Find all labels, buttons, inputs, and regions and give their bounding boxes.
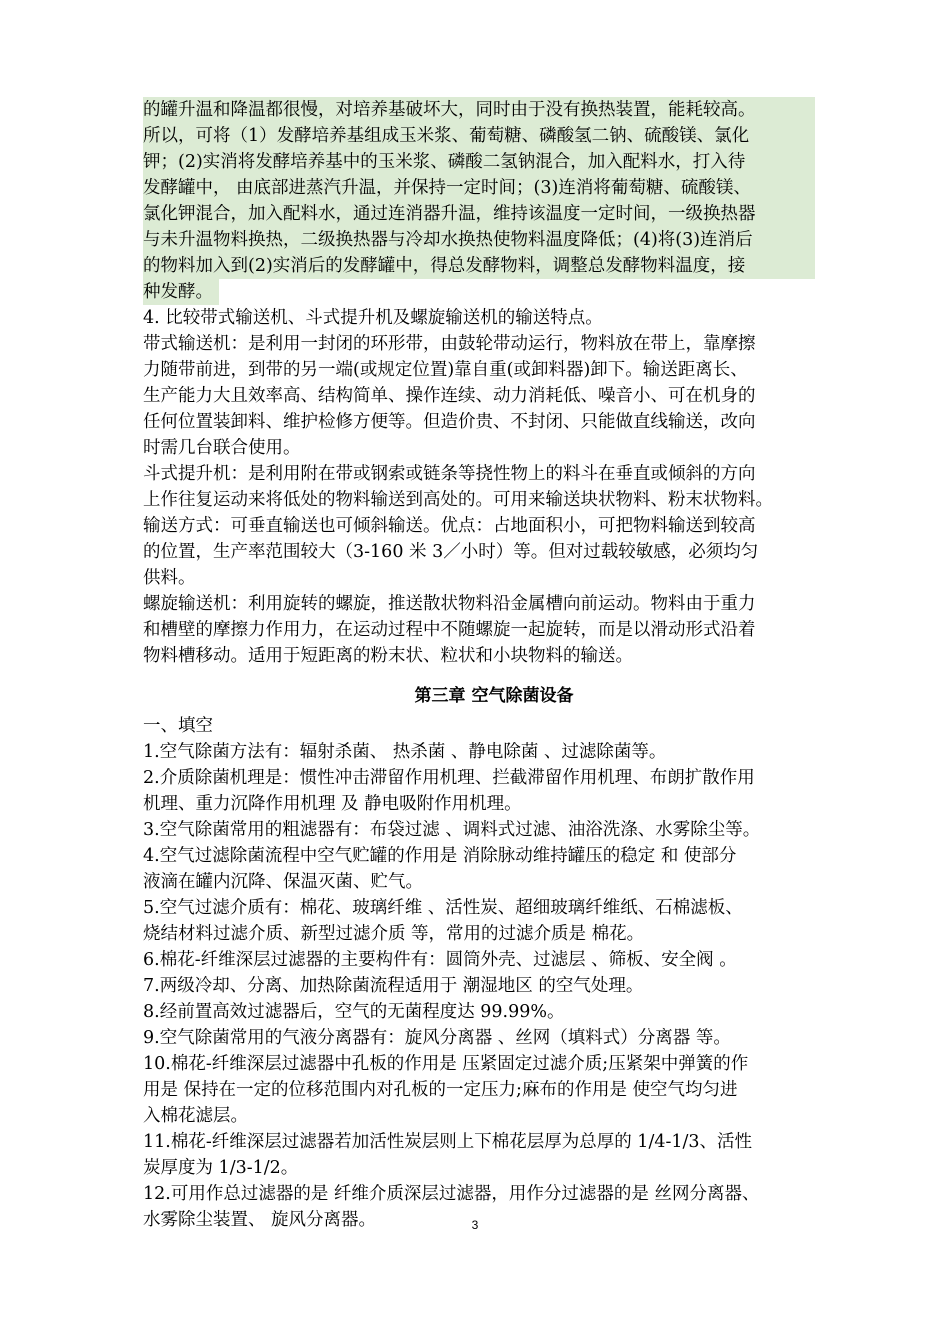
page-content [143,97,815,1233]
text-line: 一、填空 [143,716,213,736]
text-line: 发酵罐中， 由底部进蒸汽升温，并保持一定时间；(3)连消将葡萄糖、硫酸镁、 [143,175,815,201]
text-line: 输送方式：可垂直输送也可倾斜输送。优点：占地面积小，可把物料输送到较高 [143,516,756,536]
text-line: 斗式提升机：是利用附在带或钢索或链条等挠性物上的料斗在垂直或倾斜的方向 [143,464,756,484]
text-line: 入棉花滤层。 [143,1106,248,1126]
conveyor-comparison-section [143,305,815,669]
text-line: 11.棉花-纤维深层过滤器若加活性炭层则上下棉花层厚为总厚的 1/4-1/3、活性 [143,1132,753,1152]
page-number: 3 [471,1218,479,1232]
text-line: 任何位置装卸料、维护检修方便等。但造价贵、不封闭、只能做直线输送，改向 [143,412,756,432]
text-line: 2.介质除菌机理是：惯性冲击滞留作用机理、拦截滞留作用机理、布朗扩散作用 [143,768,755,788]
text-line: 带式输送机：是利用一封闭的环形带，由鼓轮带动运行，物料放在带上，靠摩擦 [143,334,756,354]
text-line: 氯化钾混合，加入配料水，通过连消器升温，维持该温度一定时间，一级换热器 [143,201,815,227]
text-line: 时需几台联合使用。 [143,438,301,458]
spacer [143,669,815,683]
text-line: 物料槽移动。适用于短距离的粉末状、粒状和小块物料的输送。 [143,646,633,666]
text-line: 螺旋输送机：利用旋转的螺旋，推送散状物料沿金属槽向前运动。物料由于重力 [143,594,756,614]
text-line: 5.空气过滤介质有：棉花、玻璃纤维 、活性炭、超细玻璃纤维纸、石棉滤板、 [143,898,743,918]
text-line: 7.两级冷却、分离、加热除菌流程适用于 潮湿地区 的空气处理。 [143,976,644,996]
text-line: 炭厚度为 1/3-1/2。 [143,1158,299,1178]
text-line: 钾；(2)实消将发酵培养基中的玉米浆、磷酸二氢钠混合，加入配料水，打入待 [143,149,815,175]
text-line: 12.可用作总过滤器的是 纤维介质深层过滤器，用作分过滤器的是 丝网分离器、 [143,1184,760,1204]
text-line: 机理、重力沉降作用机理 及 静电吸附作用机理。 [143,794,522,814]
highlighted-answer-block [143,97,815,305]
text-line: 用是 保持在一定的位移范围内对孔板的一定压力;麻布的作用是 使空气均匀进 [143,1080,738,1100]
text-line: 烧结材料过滤介质、新型过滤介质 等，常用的过滤介质是 棉花。 [143,924,645,944]
text-line: 的物料加入到(2)实消后的发酵罐中，得总发酵物料，调整总发酵物料温度，接 [143,253,815,279]
text-line: 上作往复运动来将低处的物料输送到高处的。可用来输送块状物料、粉末状物料。 [143,490,773,510]
text-line: 力随带前进，到带的另一端(或规定位置)靠自重(或卸料器)卸下。输送距离长、 [143,360,748,380]
text-line: 与未升温物料换热，二级换热器与冷却水换热使物料温度降低；(4)将(3)连消后 [143,227,815,253]
text-line: 所以，可将（1）发酵培养基组成玉米浆、葡萄糖、磷酸氢二钠、硫酸镁、氯化 [143,123,815,149]
text-line: 4. 比较带式输送机、斗式提升机及螺旋输送机的输送特点。 [143,308,603,328]
text-line: 和槽壁的摩擦力作用力，在运动过程中不随螺旋一起旋转，而是以滑动形式沿着 [143,620,756,640]
text-line: 水雾除尘装置、 旋风分离器。 [143,1210,377,1230]
text-line: 种发酵。 [143,279,219,305]
chapter-title: 第三章 空气除菌设备 [414,686,574,706]
text-line: 的位置，生产率范围较大（3-160 米 3／小时）等。但对过载较敏感，必须均匀 [143,542,759,562]
text-line: 8.经前置高效过滤器后，空气的无菌程度达 99.99%。 [143,1002,565,1022]
text-line: 10.棉花-纤维深层过滤器中孔板的作用是 压紧固定过滤介质;压紧架中弹簧的作 [143,1054,749,1074]
text-line: 生产能力大且效率高、结构简单、操作连续、动力消耗低、噪音小、可在机身的 [143,386,756,406]
text-line: 液滴在罐内沉降、保温灭菌、贮气。 [143,872,423,892]
text-line: 3.空气除菌常用的粗滤器有：布袋过滤 、调料式过滤、油浴洗涤、水雾除尘等。 [143,820,761,840]
text-line: 1.空气除菌方法有：辐射杀菌、 热杀菌 、静电除菌 、过滤除菌等。 [143,742,667,762]
text-line: 的罐升温和降温都很慢，对培养基破坏大，同时由于没有换热装置，能耗较高。 [143,97,815,123]
fill-in-blank-section [143,713,815,1233]
text-line: 4.空气过滤除菌流程中空气贮罐的作用是 消除脉动维持罐压的稳定 和 使部分 [143,846,737,866]
text-line: 9.空气除菌常用的气液分离器有：旋风分离器 、丝网（填料式）分离器 等。 [143,1028,731,1048]
text-line: 供料。 [143,568,196,588]
text-line: 6.棉花-纤维深层过滤器的主要构件有：圆筒外壳、过滤层 、筛板、安全阀 。 [143,950,737,970]
